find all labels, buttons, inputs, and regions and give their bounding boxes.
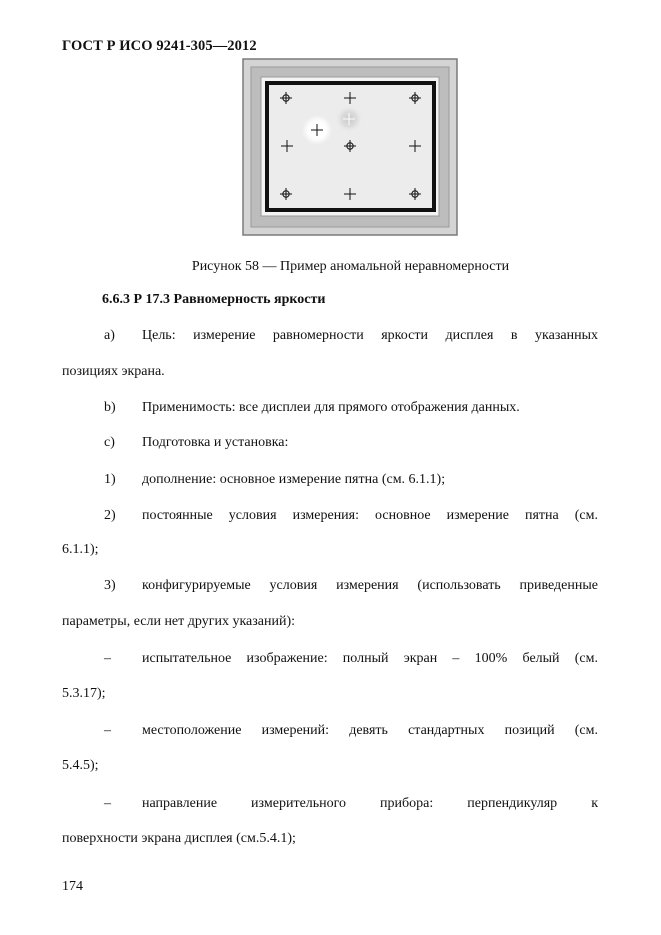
- dash-item-3-text: направление измерительного прибора: перпендикуляр к: [142, 796, 598, 811]
- figure-display-nonuniformity: [242, 58, 458, 236]
- section-heading: 6.6.3 Р 17.3 Равномерность яркости: [102, 292, 326, 307]
- document-header: ГОСТ Р ИСО 9241-305—2012: [62, 38, 257, 54]
- dash-item-1-text: испытательное изображение: полный экран – 100% белый (см.: [142, 651, 598, 666]
- dash-item-2-text: местоположение измерений: девять стандартных позиций (см.: [142, 723, 598, 738]
- item-a-marker: a): [104, 328, 115, 343]
- figure-caption: Рисунок 58 — Пример аномальной неравномерности: [191, 259, 510, 274]
- item-2-text: постоянные условия измерения: основное измерение пятна (см.: [142, 508, 598, 523]
- item-c-marker: c): [104, 435, 115, 450]
- item-c-text: Подготовка и установка:: [142, 435, 289, 450]
- page-number: 174: [62, 879, 83, 894]
- item-3-text: конфигурируемые условия измерения (использовать приведенные: [142, 578, 598, 593]
- dash-item-3-marker: –: [104, 796, 111, 811]
- item-b-text: Применимость: все дисплеи для прямого отображения данных.: [142, 400, 520, 415]
- item-3-marker: 3): [104, 578, 116, 593]
- item-a-text: Цель: измерение равномерности яркости дисплея в указанных: [142, 328, 598, 343]
- item-1-marker: 1): [104, 472, 116, 487]
- item-a-text-cont: позициях экрана.: [62, 364, 165, 379]
- dash-item-2-marker: –: [104, 723, 111, 738]
- item-2-text-cont: 6.1.1);: [62, 542, 99, 557]
- dash-item-1-marker: –: [104, 651, 111, 666]
- dash-item-3-text-cont: поверхности экрана дисплея (см.5.4.1);: [62, 831, 296, 846]
- item-b-marker: b): [104, 400, 116, 415]
- item-3-text-cont: параметры, если нет других указаний):: [62, 614, 296, 629]
- dash-item-1-text-cont: 5.3.17);: [62, 686, 106, 701]
- dash-item-2-text-cont: 5.4.5);: [62, 758, 99, 773]
- item-1-text: дополнение: основное измерение пятна (см. 6.1.1);: [142, 472, 446, 487]
- item-2-marker: 2): [104, 508, 116, 523]
